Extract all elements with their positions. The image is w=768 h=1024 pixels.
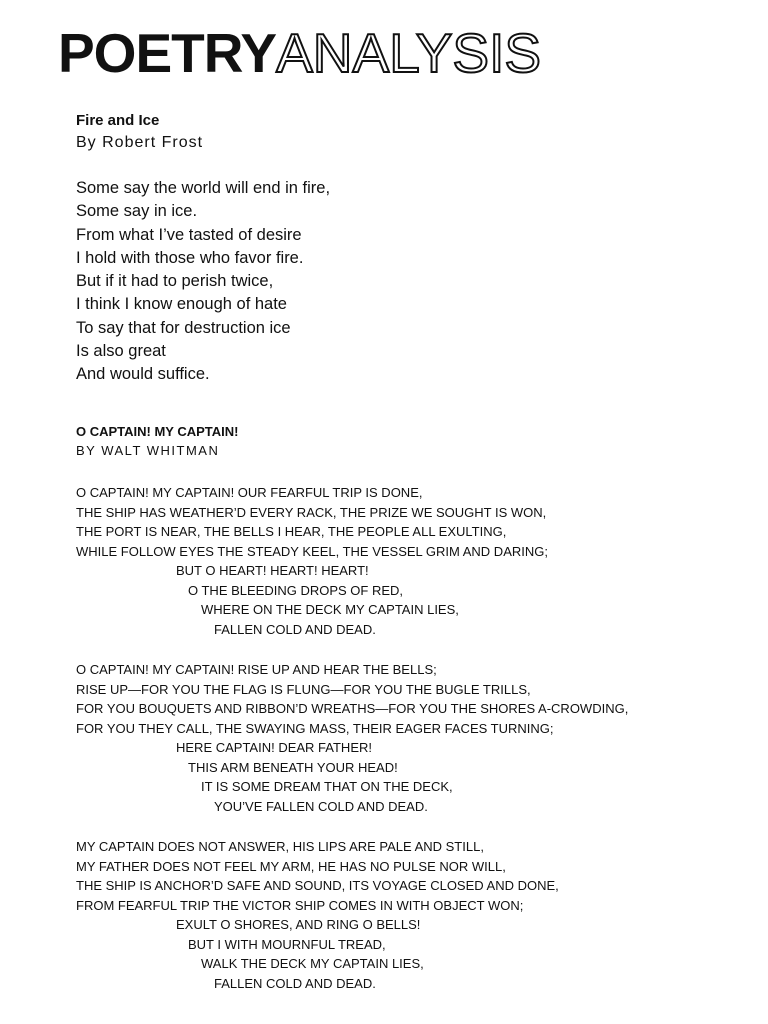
poem-line: THIS ARM BENEATH YOUR HEAD! [188,759,398,775]
poem-fire-and-ice [76,111,716,387]
poem-line: MY FATHER DOES NOT FEEL MY ARM, HE HAS NO PULSE NOR WILL, [76,858,506,874]
poem-author: BY WALT WHITMAN [76,443,220,458]
poem-author: By Robert Frost [76,134,204,151]
poem-line: WHERE ON THE DECK MY CAPTAIN LIES, [201,602,459,617]
poem-line: To say that for destruction ice [76,318,291,337]
poem-stanza-1 [76,483,756,639]
header-title-outline: ANALYSIS [276,22,542,84]
poem-line: THE SHIP HAS WEATHER’D EVERY RACK, THE PRIZE WE SOUGHT IS WON, [76,504,547,520]
poem-line: I think I know enough of hate [76,295,287,314]
poem-line: BUT I WITH MOURNFUL TREAD, [188,936,386,952]
poem-line: I hold with those who favor fire. [76,248,304,267]
poem-line: And would suffice. [76,365,210,384]
poem-line: FOR YOU BOUQUETS AND RIBBON’D WREATHS—FOR YOU THE SHORES A-CROWDING, [76,701,629,716]
poem-line: But if it had to perish twice, [76,272,274,291]
poem-stanza-2 [76,660,756,816]
poem-stanza-3 [76,837,756,993]
poem-line: EXULT O SHORES, AND RING O BELLS! [176,917,421,932]
poem-line: MY CAPTAIN DOES NOT ANSWER, HIS LIPS ARE PALE AND STILL, [76,839,484,854]
poem-title: Fire and Ice [76,112,160,129]
poem-line: WHILE FOLLOW EYES THE STEADY KEEL, THE VESSEL GRIM AND DARING; [76,543,548,559]
poem-line: HERE CAPTAIN! DEAR FATHER! [176,740,372,755]
page-header [58,22,542,84]
poem-line: Is also great [76,342,166,361]
poem-line: FOR YOU THEY CALL, THE SWAYING MASS, THEIR EAGER FACES TURNING; [76,720,554,736]
poem-line: FROM FEARFUL TRIP THE VICTOR SHIP COMES IN WITH OBJECT WON; [76,897,524,913]
poem-line: O CAPTAIN! MY CAPTAIN! OUR FEARFUL TRIP IS DONE, [76,485,423,500]
poem-line: WALK THE DECK MY CAPTAIN LIES, [201,956,424,971]
poem-line: THE SHIP IS ANCHOR’D SAFE AND SOUND, ITS VOYAGE CLOSED AND DONE, [76,878,559,893]
poem-line: O THE BLEEDING DROPS OF RED, [188,582,404,598]
poem-line: O CAPTAIN! MY CAPTAIN! RISE UP AND HEAR THE BELLS; [76,662,437,677]
poem-body [76,177,716,387]
poem-line: From what I’ve tasted of desire [76,225,302,244]
poem-o-captain [76,423,756,993]
poem-title: O CAPTAIN! MY CAPTAIN! [76,424,239,439]
poem-line: Some say the world will end in fire, [76,179,331,197]
poem-line: FALLEN COLD AND DEAD. [214,975,376,991]
poem-line: RISE UP—FOR YOU THE FLAG IS FLUNG—FOR YOU THE BUGLE TRILLS, [76,681,531,697]
header-title-solid: POETRY [58,22,277,84]
poem-line: IT IS SOME DREAM THAT ON THE DECK, [201,779,453,794]
poem-line: THE PORT IS NEAR, THE BELLS I HEAR, THE PEOPLE ALL EXULTING, [76,524,507,539]
poem-line: BUT O HEART! HEART! HEART! [176,563,369,578]
poem-line: FALLEN COLD AND DEAD. [214,621,376,637]
poem-line: Some say in ice. [76,202,198,221]
poem-line: YOU’VE FALLEN COLD AND DEAD. [214,798,428,814]
